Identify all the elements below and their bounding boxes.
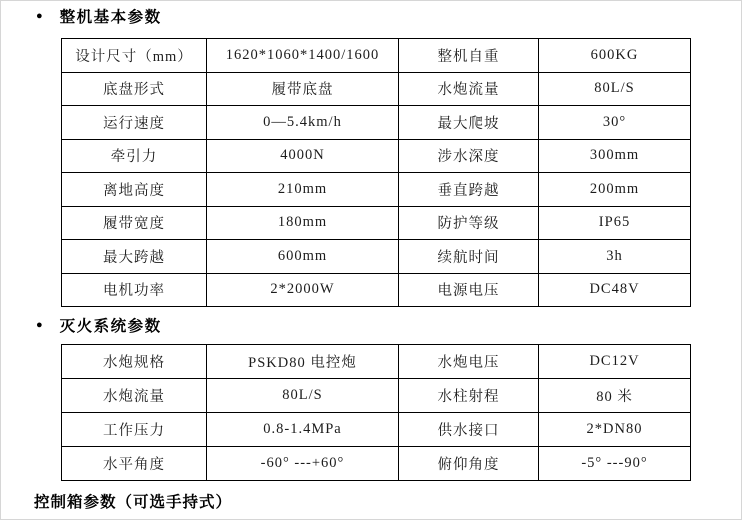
spec-value-cell: -5° ---90° [539,447,691,481]
spec-value-cell: 0—5.4km/h [207,106,399,140]
spec-value-cell: 4000N [207,139,399,173]
table-row [62,413,691,447]
section-header-fire-system [36,316,741,334]
spec-label-cell: 水炮电压 [399,345,539,379]
table-row [62,379,691,413]
spec-label-cell: 电机功率 [62,273,207,307]
spec-label-cell: 电源电压 [399,273,539,307]
spec-label-cell: 俯仰角度 [399,447,539,481]
spec-value-cell: -60° ---+60° [207,447,399,481]
spec-label-cell: 供水接口 [399,413,539,447]
spec-value-cell: DC12V [539,345,691,379]
spec-value-cell: 200mm [539,173,691,207]
table-row [62,206,691,240]
spec-label-cell: 垂直跨越 [399,173,539,207]
spec-label-cell: 水炮规格 [62,345,207,379]
spec-value-cell: 180mm [207,206,399,240]
spec-document [1,1,741,519]
section-title-fire-system: 灭火系统参数 [59,318,162,335]
footer-section-title: 控制箱参数（可选手持式） [34,494,233,511]
table-row [62,139,691,173]
bullet-icon: ● [36,9,43,22]
section-title-overall: 整机基本参数 [59,9,162,26]
spec-value-cell: 30° [539,106,691,140]
spec-value-cell: 2*DN80 [539,413,691,447]
spec-value-cell: 1620*1060*1400/1600 [207,39,399,73]
table-row [62,240,691,274]
spec-label-cell: 设计尺寸（mm） [62,39,207,73]
spec-label-cell: 牵引力 [62,139,207,173]
spec-label-cell: 履带宽度 [62,206,207,240]
spec-value-cell: 600KG [539,39,691,73]
section-header-overall [36,7,741,25]
table-row [62,173,691,207]
spec-value-cell: 0.8-1.4MPa [207,413,399,447]
spec-label-cell: 水平角度 [62,447,207,481]
bullet-icon: ● [36,318,43,331]
spec-label-cell: 最大跨越 [62,240,207,274]
table-row [62,106,691,140]
table-row [62,273,691,307]
spec-label-cell: 涉水深度 [399,139,539,173]
spec-label-cell: 水炮流量 [399,72,539,106]
spec-value-cell: 2*2000W [207,273,399,307]
spec-value-cell: 600mm [207,240,399,274]
spec-label-cell: 工作压力 [62,413,207,447]
spec-value-cell: 履带底盘 [207,72,399,106]
spec-table-fire-system [61,344,691,481]
spec-value-cell: IP65 [539,206,691,240]
spec-label-cell: 防护等级 [399,206,539,240]
spec-value-cell: 300mm [539,139,691,173]
spec-value-cell: 80 米 [539,379,691,413]
table-row [62,39,691,73]
spec-label-cell: 整机自重 [399,39,539,73]
spec-label-cell: 底盘形式 [62,72,207,106]
spec-value-cell: 3h [539,240,691,274]
spec-label-cell: 最大爬坡 [399,106,539,140]
table-row [62,72,691,106]
spec-label-cell: 水柱射程 [399,379,539,413]
spec-value-cell: 210mm [207,173,399,207]
table-row [62,345,691,379]
spec-value-cell: DC48V [539,273,691,307]
table-row [62,447,691,481]
spec-label-cell: 水炮流量 [62,379,207,413]
spec-label-cell: 离地高度 [62,173,207,207]
spec-label-cell: 运行速度 [62,106,207,140]
spec-table-overall [61,38,691,307]
spec-value-cell: 80L/S [207,379,399,413]
spec-value-cell: 80L/S [539,72,691,106]
spec-value-cell: PSKD80 电控炮 [207,345,399,379]
spec-label-cell: 续航时间 [399,240,539,274]
